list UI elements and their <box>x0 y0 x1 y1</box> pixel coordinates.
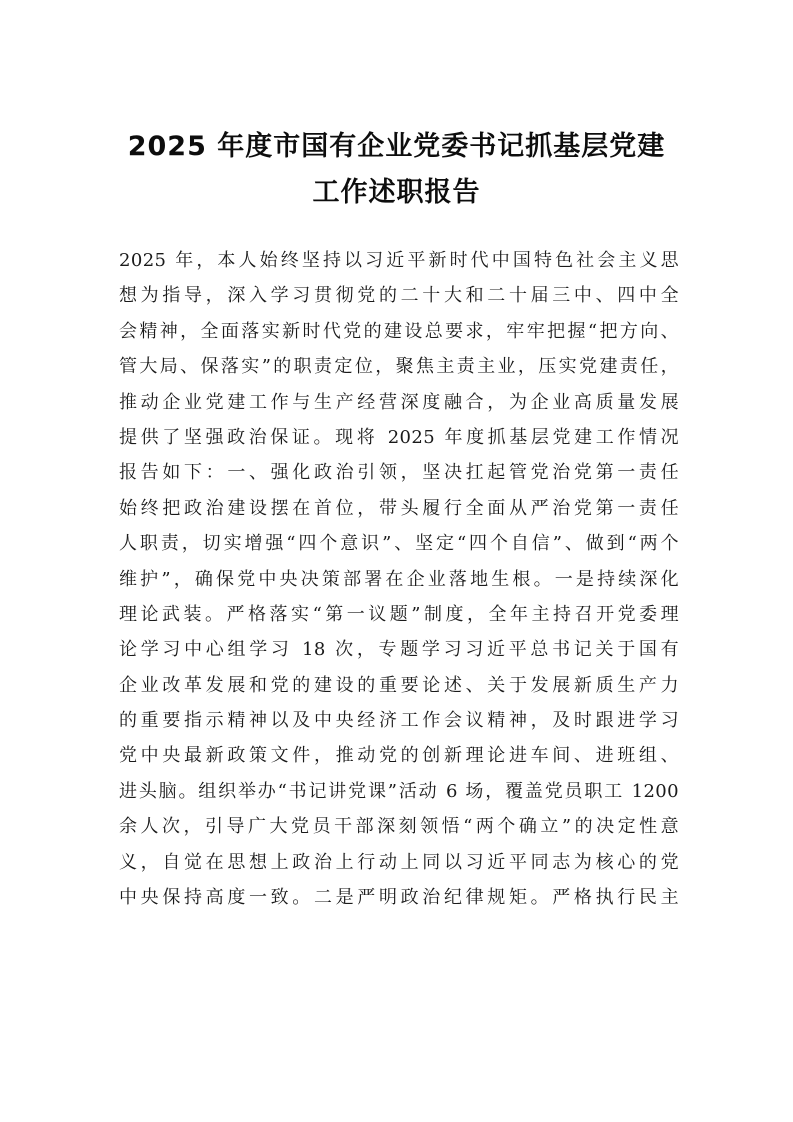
body-line: 会精神，全面落实新时代党的建设总要求，牢牢把握“把方向、 <box>119 320 679 342</box>
body-line: 管大局、保落实”的职责定位，聚焦主责主业，压实党建责任， <box>119 356 679 378</box>
document-title-line-2: 工作述职报告 <box>312 177 481 208</box>
body-line: 推动企业党建工作与生产经营深度融合，为企业高质量发展 <box>119 391 679 413</box>
body-line: 余人次，引导广大党员干部深刻领悟“两个确立”的决定性意 <box>119 816 679 838</box>
body-line: 维护”，确保党中央决策部署在企业落地生根。一是持续深化 <box>119 568 679 590</box>
body-line: 想为指导，深入学习贯彻党的二十大和二十届三中、四中全 <box>119 285 679 307</box>
body-line: 党中央最新政策文件，推动党的创新理论进车间、进班组、 <box>119 745 679 767</box>
body-line: 人职责，切实增强“四个意识”、坚定“四个自信”、做到“两个 <box>119 533 679 555</box>
body-line: 中央保持高度一致。二是严明政治纪律规矩。严格执行民主 <box>119 887 679 909</box>
body-line: 进头脑。组织举办“书记讲党课”活动 6 场，覆盖党员职工 1200 <box>119 780 679 802</box>
body-line: 企业改革发展和党的建设的重要论述、关于发展新质生产力 <box>119 674 679 696</box>
body-line: 义，自觉在思想上政治上行动上同以习近平同志为核心的党 <box>119 851 679 873</box>
body-line: 理论武装。严格落实“第一议题”制度，全年主持召开党委理 <box>119 603 679 625</box>
body-line: 始终把政治建设摆在首位，带头履行全面从严治党第一责任 <box>119 497 679 519</box>
body-line: 的重要指示精神以及中央经济工作会议精神，及时跟进学习 <box>119 710 679 732</box>
body-line: 2025 年，本人始终坚持以习近平新时代中国特色社会主义思 <box>119 250 679 271</box>
document-body <box>119 243 679 915</box>
body-line: 报告如下：一、强化政治引领，坚决扛起管党治党第一责任 <box>119 462 679 484</box>
document-title-line-1: 2025 年度市国有企业党委书记抓基层党建 <box>127 131 666 162</box>
body-line: 论学习中心组学习 18 次，专题学习习近平总书记关于国有 <box>119 639 679 661</box>
body-line: 提供了坚强政治保证。现将 2025 年度抓基层党建工作情况 <box>119 426 679 448</box>
